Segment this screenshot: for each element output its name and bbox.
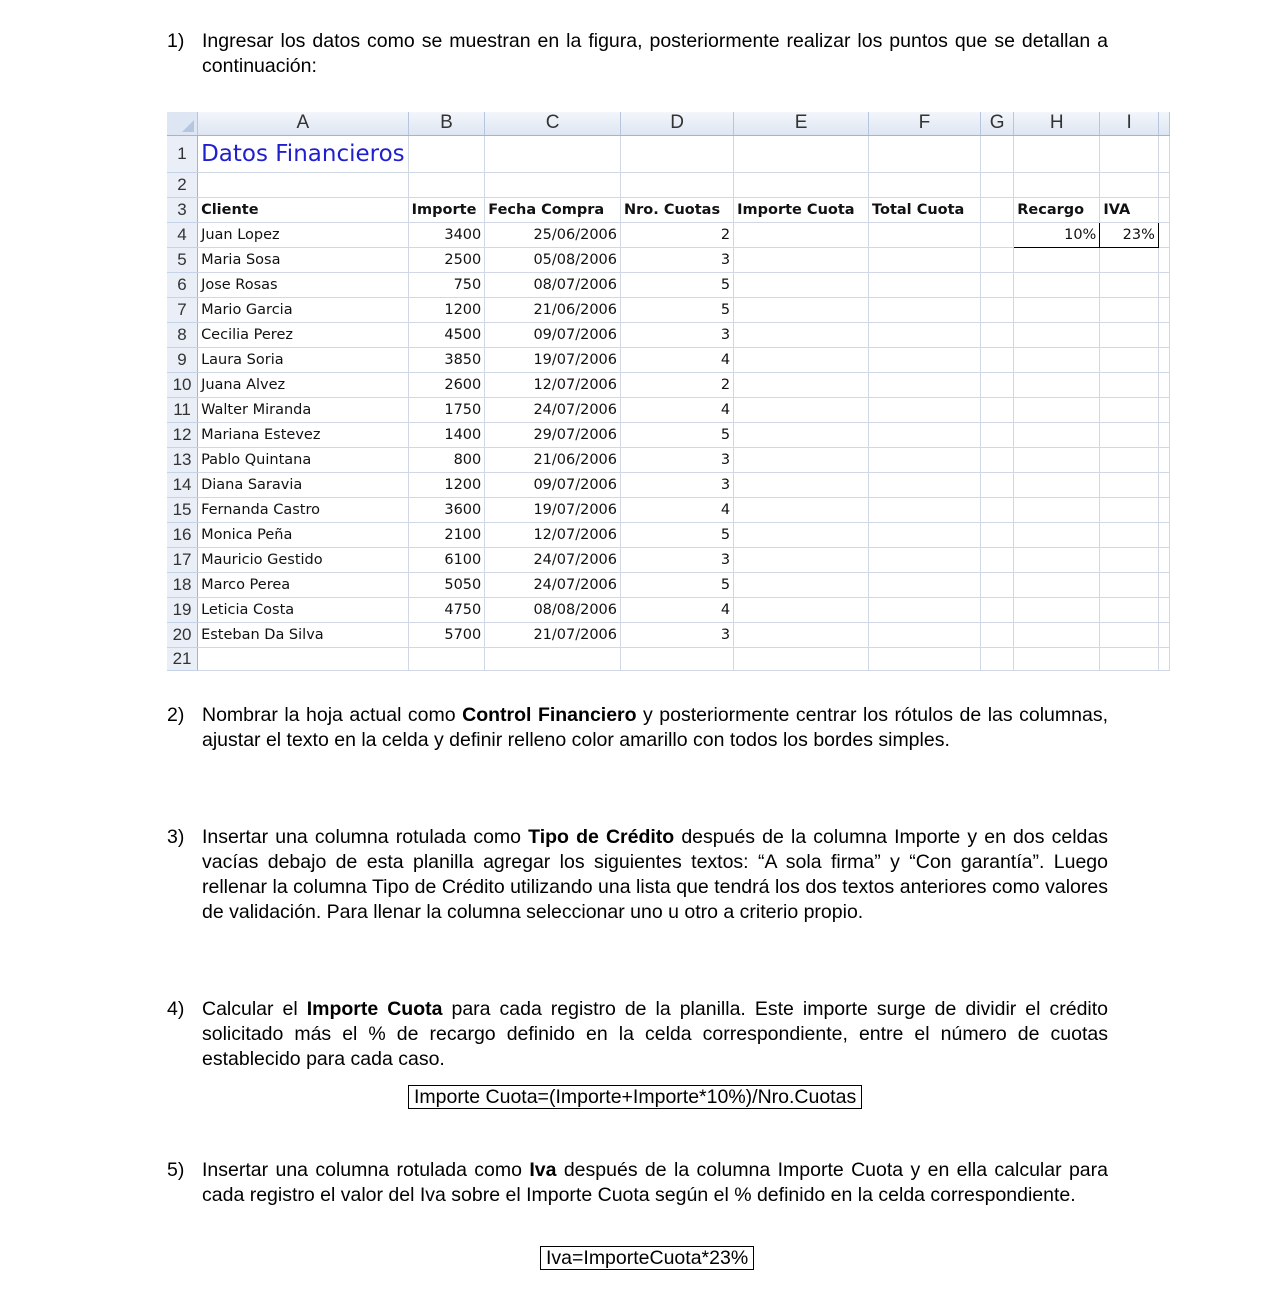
table-row: [167, 372, 1170, 397]
text-segment: y posteriormente centrar los rótulos de las columnas, ajustar el texto en la celda y definir relleno color amarillo con todos los bordes simples.: [202, 704, 1108, 751]
total-cuota-cell[interactable]: [869, 522, 981, 547]
row-header[interactable]: 16: [167, 522, 198, 547]
row-header[interactable]: 2: [167, 172, 198, 197]
cell[interactable]: [1158, 247, 1169, 272]
bold-term: Tipo de Crédito: [528, 826, 675, 848]
fecha-compra-cell[interactable]: 08/08/2006: [485, 597, 621, 622]
instruction-2: [167, 703, 1108, 753]
iva-value-cell[interactable]: 23%: [1100, 222, 1159, 247]
cell[interactable]: [1100, 397, 1159, 422]
total-cuota-cell[interactable]: [869, 247, 981, 272]
cell[interactable]: [1158, 397, 1169, 422]
bold-term: Importe Cuota: [306, 998, 443, 1020]
spreadsheet-figure: [167, 112, 1170, 668]
nro-cuotas-cell[interactable]: 3: [621, 547, 734, 572]
formula-iva: Iva=ImporteCuota*23%: [540, 1246, 754, 1270]
header-fecha-compra[interactable]: Fecha Compra: [485, 197, 621, 222]
cell[interactable]: [1100, 422, 1159, 447]
importe-cell[interactable]: 3400: [408, 222, 485, 247]
row-header[interactable]: 1: [167, 135, 198, 172]
importe-cell[interactable]: 2100: [408, 522, 485, 547]
cell[interactable]: [869, 135, 981, 172]
nro-cuotas-cell[interactable]: 5: [621, 522, 734, 547]
fecha-compra-cell[interactable]: 24/07/2006: [485, 572, 621, 597]
column-header-f[interactable]: F: [869, 112, 981, 135]
cell[interactable]: [621, 172, 734, 197]
importe-cell[interactable]: 5700: [408, 622, 485, 647]
cell[interactable]: [1014, 347, 1100, 372]
importe-cuota-cell[interactable]: [734, 397, 869, 422]
importe-cuota-cell[interactable]: [734, 247, 869, 272]
cell[interactable]: [1100, 272, 1159, 297]
formula-importe-cuota: Importe Cuota=(Importe+Importe*10%)/Nro.Cuotas: [408, 1085, 862, 1109]
instruction-text: [202, 1158, 1108, 1208]
instruction-1: [167, 29, 1108, 79]
nro-cuotas-cell[interactable]: 5: [621, 297, 734, 322]
column-header-a[interactable]: A: [198, 112, 409, 135]
cell[interactable]: [1100, 597, 1159, 622]
cell[interactable]: [1014, 522, 1100, 547]
column-header-i[interactable]: I: [1100, 112, 1159, 135]
cell[interactable]: [980, 222, 1013, 247]
cell[interactable]: [1014, 322, 1100, 347]
cell[interactable]: [408, 135, 485, 172]
sheet-title-cell[interactable]: Datos Financieros: [198, 135, 409, 172]
instruction-number: 1): [167, 30, 185, 52]
table-row: [167, 247, 1170, 272]
fecha-compra-cell[interactable]: 05/08/2006: [485, 247, 621, 272]
cell[interactable]: [1100, 572, 1159, 597]
cell[interactable]: [980, 297, 1013, 322]
nro-cuotas-cell[interactable]: 5: [621, 272, 734, 297]
cell[interactable]: [1100, 372, 1159, 397]
importe-cell[interactable]: 1750: [408, 397, 485, 422]
importe-cell[interactable]: 5050: [408, 572, 485, 597]
cell[interactable]: [980, 197, 1013, 222]
cell[interactable]: [1158, 322, 1169, 347]
header-cliente[interactable]: Cliente: [198, 197, 409, 222]
cell[interactable]: [980, 447, 1013, 472]
cell[interactable]: [980, 547, 1013, 572]
fecha-compra-cell[interactable]: 21/07/2006: [485, 622, 621, 647]
total-cuota-cell[interactable]: [869, 597, 981, 622]
total-cuota-cell[interactable]: [869, 572, 981, 597]
nro-cuotas-cell[interactable]: 4: [621, 347, 734, 372]
spreadsheet-grid: [167, 112, 1170, 671]
cliente-cell[interactable]: Cecilia Perez: [198, 322, 409, 347]
cliente-cell[interactable]: Fernanda Castro: [198, 497, 409, 522]
cell[interactable]: [734, 135, 869, 172]
importe-cuota-cell[interactable]: [734, 472, 869, 497]
total-cuota-cell[interactable]: [869, 372, 981, 397]
cell[interactable]: [1014, 472, 1100, 497]
fecha-compra-cell[interactable]: 21/06/2006: [485, 297, 621, 322]
table-row: [167, 622, 1170, 647]
cell[interactable]: [1100, 497, 1159, 522]
recargo-value-cell[interactable]: 10%: [1014, 222, 1100, 247]
row-header[interactable]: 17: [167, 547, 198, 572]
cell[interactable]: [980, 347, 1013, 372]
cell[interactable]: [1100, 522, 1159, 547]
nro-cuotas-cell[interactable]: 2: [621, 372, 734, 397]
fecha-compra-cell[interactable]: 09/07/2006: [485, 472, 621, 497]
cell[interactable]: [1100, 322, 1159, 347]
table-row: [167, 497, 1170, 522]
cell[interactable]: [1158, 572, 1169, 597]
importe-cell[interactable]: 6100: [408, 547, 485, 572]
importe-cell[interactable]: 750: [408, 272, 485, 297]
nro-cuotas-cell[interactable]: 3: [621, 472, 734, 497]
cell[interactable]: [1014, 597, 1100, 622]
row-header[interactable]: 3: [167, 197, 198, 222]
cliente-cell[interactable]: Diana Saravia: [198, 472, 409, 497]
cell[interactable]: [1158, 447, 1169, 472]
cell[interactable]: [980, 397, 1013, 422]
cliente-cell[interactable]: Walter Miranda: [198, 397, 409, 422]
table-row: [167, 547, 1170, 572]
cell[interactable]: [1158, 135, 1169, 172]
importe-cell[interactable]: 4750: [408, 597, 485, 622]
column-header-c[interactable]: C: [485, 112, 621, 135]
cell[interactable]: [1100, 347, 1159, 372]
instruction-number: 5): [167, 1159, 185, 1181]
fecha-compra-cell[interactable]: 09/07/2006: [485, 322, 621, 347]
cell[interactable]: [1158, 622, 1169, 647]
fecha-compra-cell[interactable]: 19/07/2006: [485, 497, 621, 522]
nro-cuotas-cell[interactable]: 4: [621, 597, 734, 622]
cliente-cell[interactable]: Monica Peña: [198, 522, 409, 547]
fecha-compra-cell[interactable]: 29/07/2006: [485, 422, 621, 447]
importe-cell[interactable]: 2600: [408, 372, 485, 397]
instruction-text: [202, 29, 1108, 79]
importe-cuota-cell[interactable]: [734, 372, 869, 397]
row-header[interactable]: 10: [167, 372, 198, 397]
total-cuota-cell[interactable]: [869, 497, 981, 522]
row-header[interactable]: 15: [167, 497, 198, 522]
cell[interactable]: [1158, 272, 1169, 297]
cliente-cell[interactable]: Mariana Estevez: [198, 422, 409, 447]
table-row: [167, 347, 1170, 372]
cliente-cell[interactable]: Esteban Da Silva: [198, 622, 409, 647]
cell[interactable]: [1014, 647, 1100, 670]
text-segment: después de la columna Importe y en dos celdas vacías debajo de esta planilla agregar los siguientes textos: “A sola firma” y “Con garantía”. Luego rellenar la columna Tipo de Crédito utilizando una lista que tendrá los dos textos anteriores como valores de validación. Para llenar la columna seleccionar uno u otro a criterio propio.: [202, 826, 1108, 923]
cell[interactable]: [1158, 547, 1169, 572]
cell[interactable]: [485, 135, 621, 172]
column-header-b[interactable]: B: [408, 112, 485, 135]
sheet-row-1: [167, 135, 1170, 172]
fecha-compra-cell[interactable]: 19/07/2006: [485, 347, 621, 372]
total-cuota-cell[interactable]: [869, 622, 981, 647]
importe-cuota-cell[interactable]: [734, 297, 869, 322]
total-cuota-cell[interactable]: [869, 272, 981, 297]
column-header-d[interactable]: D: [621, 112, 734, 135]
cell[interactable]: [734, 172, 869, 197]
cliente-cell[interactable]: Pablo Quintana: [198, 447, 409, 472]
total-cuota-cell[interactable]: [869, 422, 981, 447]
total-cuota-cell[interactable]: [869, 297, 981, 322]
sheet-row-21-partial: [167, 647, 1170, 670]
cell[interactable]: [1014, 397, 1100, 422]
importe-cuota-cell[interactable]: [734, 597, 869, 622]
total-cuota-cell[interactable]: [869, 222, 981, 247]
cell[interactable]: [1100, 472, 1159, 497]
total-cuota-cell[interactable]: [869, 322, 981, 347]
importe-cell[interactable]: 800: [408, 447, 485, 472]
text-segment: después de la columna Importe Cuota y en ella calcular para cada registro el valor del Iva sobre el Importe Cuota según el % definido en la celda correspondiente.: [202, 1159, 1108, 1206]
instruction-text: [202, 703, 1108, 753]
cell[interactable]: [1014, 422, 1100, 447]
column-header-g[interactable]: G: [980, 112, 1013, 135]
column-header-row: [167, 112, 1170, 135]
cliente-cell[interactable]: Juana Alvez: [198, 372, 409, 397]
cell[interactable]: [1158, 472, 1169, 497]
cell[interactable]: [485, 647, 621, 670]
bold-term: Iva: [529, 1159, 557, 1181]
table-row: [167, 322, 1170, 347]
row-header[interactable]: 21: [167, 647, 198, 670]
cell[interactable]: [1158, 597, 1169, 622]
table-row: [167, 447, 1170, 472]
cell[interactable]: [1014, 172, 1100, 197]
column-header-h[interactable]: H: [1014, 112, 1100, 135]
column-header-j-partial[interactable]: [1158, 112, 1169, 135]
cell[interactable]: [980, 372, 1013, 397]
cell[interactable]: [1158, 497, 1169, 522]
cell[interactable]: [980, 272, 1013, 297]
text-segment: Nombrar la hoja actual como: [202, 704, 463, 726]
header-nro-cuotas[interactable]: Nro. Cuotas: [621, 197, 734, 222]
table-row: [167, 272, 1170, 297]
total-cuota-cell[interactable]: [869, 547, 981, 572]
cell[interactable]: [980, 522, 1013, 547]
importe-cuota-cell[interactable]: [734, 547, 869, 572]
table-row: [167, 422, 1170, 447]
fecha-compra-cell[interactable]: 24/07/2006: [485, 397, 621, 422]
cell[interactable]: [980, 172, 1013, 197]
importe-cell[interactable]: 1400: [408, 422, 485, 447]
cell[interactable]: [1158, 197, 1169, 222]
fecha-compra-cell[interactable]: 25/06/2006: [485, 222, 621, 247]
table-row: [167, 597, 1170, 622]
cell[interactable]: [1158, 422, 1169, 447]
importe-cuota-cell[interactable]: [734, 497, 869, 522]
row-header[interactable]: 18: [167, 572, 198, 597]
table-row: [167, 522, 1170, 547]
header-iva[interactable]: IVA: [1100, 197, 1159, 222]
cell[interactable]: [980, 422, 1013, 447]
header-importe-cuota[interactable]: Importe Cuota: [734, 197, 869, 222]
importe-cell[interactable]: 3600: [408, 497, 485, 522]
total-cuota-cell[interactable]: [869, 447, 981, 472]
instruction-number: 3): [167, 826, 185, 848]
cell[interactable]: [980, 497, 1013, 522]
table-row: [167, 472, 1170, 497]
cell[interactable]: [198, 172, 409, 197]
cell[interactable]: [1100, 247, 1159, 272]
importe-cuota-cell[interactable]: [734, 272, 869, 297]
cliente-cell[interactable]: Leticia Costa: [198, 597, 409, 622]
fecha-compra-cell[interactable]: 21/06/2006: [485, 447, 621, 472]
cliente-cell[interactable]: Mario Garcia: [198, 297, 409, 322]
cell[interactable]: [1158, 647, 1169, 670]
table-row: [167, 397, 1170, 422]
fecha-compra-cell[interactable]: 12/07/2006: [485, 522, 621, 547]
instruction-text: [202, 825, 1108, 925]
instruction-number: 2): [167, 704, 185, 726]
cliente-cell[interactable]: Marco Perea: [198, 572, 409, 597]
row-header[interactable]: 20: [167, 622, 198, 647]
importe-cell[interactable]: 2500: [408, 247, 485, 272]
header-total-cuota[interactable]: Total Cuota: [869, 197, 981, 222]
importe-cuota-cell[interactable]: [734, 422, 869, 447]
nro-cuotas-cell[interactable]: 5: [621, 422, 734, 447]
cell[interactable]: [1158, 297, 1169, 322]
nro-cuotas-cell[interactable]: 2: [621, 222, 734, 247]
sheet-row-3-headers: [167, 197, 1170, 222]
cliente-cell[interactable]: Maria Sosa: [198, 247, 409, 272]
nro-cuotas-cell[interactable]: 5: [621, 572, 734, 597]
cell[interactable]: [980, 622, 1013, 647]
total-cuota-cell[interactable]: [869, 347, 981, 372]
row-header[interactable]: 5: [167, 247, 198, 272]
cell[interactable]: [408, 172, 485, 197]
cell[interactable]: [980, 647, 1013, 670]
cell[interactable]: [1100, 647, 1159, 670]
select-all-corner[interactable]: [167, 112, 198, 135]
importe-cuota-cell[interactable]: [734, 622, 869, 647]
cell[interactable]: [980, 472, 1013, 497]
cell[interactable]: [1014, 297, 1100, 322]
importe-cell[interactable]: 4500: [408, 322, 485, 347]
importe-cuota-cell[interactable]: [734, 522, 869, 547]
table-row: [167, 297, 1170, 322]
row-header[interactable]: 19: [167, 597, 198, 622]
importe-cuota-cell[interactable]: [734, 447, 869, 472]
fecha-compra-cell[interactable]: 08/07/2006: [485, 272, 621, 297]
text-segment: Calcular el: [202, 998, 307, 1020]
sheet-row-2: [167, 172, 1170, 197]
cell[interactable]: [1100, 172, 1159, 197]
nro-cuotas-cell[interactable]: 4: [621, 497, 734, 522]
fecha-compra-cell[interactable]: 12/07/2006: [485, 372, 621, 397]
cell[interactable]: [869, 647, 981, 670]
header-importe[interactable]: Importe: [408, 197, 485, 222]
row-header[interactable]: 14: [167, 472, 198, 497]
cell[interactable]: [1158, 372, 1169, 397]
fecha-compra-cell[interactable]: 24/07/2006: [485, 547, 621, 572]
cell[interactable]: [408, 647, 485, 670]
cell[interactable]: [1158, 347, 1169, 372]
importe-cuota-cell[interactable]: [734, 322, 869, 347]
importe-cell[interactable]: 1200: [408, 472, 485, 497]
cell[interactable]: [198, 647, 409, 670]
importe-cuota-cell[interactable]: [734, 222, 869, 247]
text-segment: Insertar una columna rotulada como: [202, 1159, 530, 1181]
cell[interactable]: [980, 247, 1013, 272]
text-segment: para cada registro de la planilla. Este importe surge de dividir el crédito solicitado más el % de recargo definido en la celda correspondiente, entre el número de cuotas establecido para cada caso.: [202, 998, 1109, 1070]
cliente-cell[interactable]: Juan Lopez: [198, 222, 409, 247]
importe-cell[interactable]: 1200: [408, 297, 485, 322]
cell[interactable]: [1014, 547, 1100, 572]
cell[interactable]: [1014, 497, 1100, 522]
cell[interactable]: [1014, 135, 1100, 172]
instruction-4: [167, 997, 1108, 1072]
cell[interactable]: [1014, 272, 1100, 297]
instruction-text: [202, 997, 1108, 1072]
row-header[interactable]: 12: [167, 422, 198, 447]
cell[interactable]: [980, 322, 1013, 347]
nro-cuotas-cell[interactable]: 3: [621, 322, 734, 347]
importe-cuota-cell[interactable]: [734, 347, 869, 372]
cell[interactable]: [1100, 447, 1159, 472]
cliente-cell[interactable]: Mauricio Gestido: [198, 547, 409, 572]
cell[interactable]: [485, 172, 621, 197]
text-segment: Ingresar los datos como se muestran en la figura, posteriormente realizar los puntos que se detallan a continuación:: [202, 30, 1108, 77]
instruction-3: [167, 825, 1108, 925]
cell[interactable]: [1014, 247, 1100, 272]
cell[interactable]: [1158, 172, 1169, 197]
cell[interactable]: [1100, 622, 1159, 647]
total-cuota-cell[interactable]: [869, 472, 981, 497]
nro-cuotas-cell[interactable]: 3: [621, 247, 734, 272]
column-header-e[interactable]: E: [734, 112, 869, 135]
cell[interactable]: [980, 597, 1013, 622]
row-header[interactable]: 4: [167, 222, 198, 247]
cell[interactable]: [621, 135, 734, 172]
table-row: [167, 572, 1170, 597]
cell[interactable]: [1014, 572, 1100, 597]
header-recargo[interactable]: Recargo: [1014, 197, 1100, 222]
cell[interactable]: [1014, 447, 1100, 472]
cell[interactable]: [1014, 622, 1100, 647]
nro-cuotas-cell[interactable]: 4: [621, 397, 734, 422]
cell[interactable]: [1100, 297, 1159, 322]
cliente-cell[interactable]: Jose Rosas: [198, 272, 409, 297]
instruction-number: 4): [167, 998, 185, 1020]
cell[interactable]: [1100, 135, 1159, 172]
cliente-cell[interactable]: Laura Soria: [198, 347, 409, 372]
bold-term: Control Financiero: [462, 704, 637, 726]
cell[interactable]: [980, 135, 1013, 172]
importe-cell[interactable]: 3850: [408, 347, 485, 372]
table-row: [167, 222, 1170, 247]
nro-cuotas-cell[interactable]: 3: [621, 447, 734, 472]
cell[interactable]: [1100, 547, 1159, 572]
row-header[interactable]: 6: [167, 272, 198, 297]
row-header[interactable]: 9: [167, 347, 198, 372]
row-header[interactable]: 13: [167, 447, 198, 472]
row-header[interactable]: 11: [167, 397, 198, 422]
importe-cuota-cell[interactable]: [734, 572, 869, 597]
cell[interactable]: [734, 647, 869, 670]
instruction-5: [167, 1158, 1108, 1208]
cell[interactable]: [980, 572, 1013, 597]
total-cuota-cell[interactable]: [869, 397, 981, 422]
text-segment: Insertar una columna rotulada como: [202, 826, 529, 848]
cell[interactable]: [1014, 372, 1100, 397]
row-header[interactable]: 7: [167, 297, 198, 322]
nro-cuotas-cell[interactable]: 3: [621, 622, 734, 647]
cell[interactable]: [621, 647, 734, 670]
cell[interactable]: [1158, 522, 1169, 547]
row-header[interactable]: 8: [167, 322, 198, 347]
cell[interactable]: [1158, 222, 1169, 247]
cell[interactable]: [869, 172, 981, 197]
